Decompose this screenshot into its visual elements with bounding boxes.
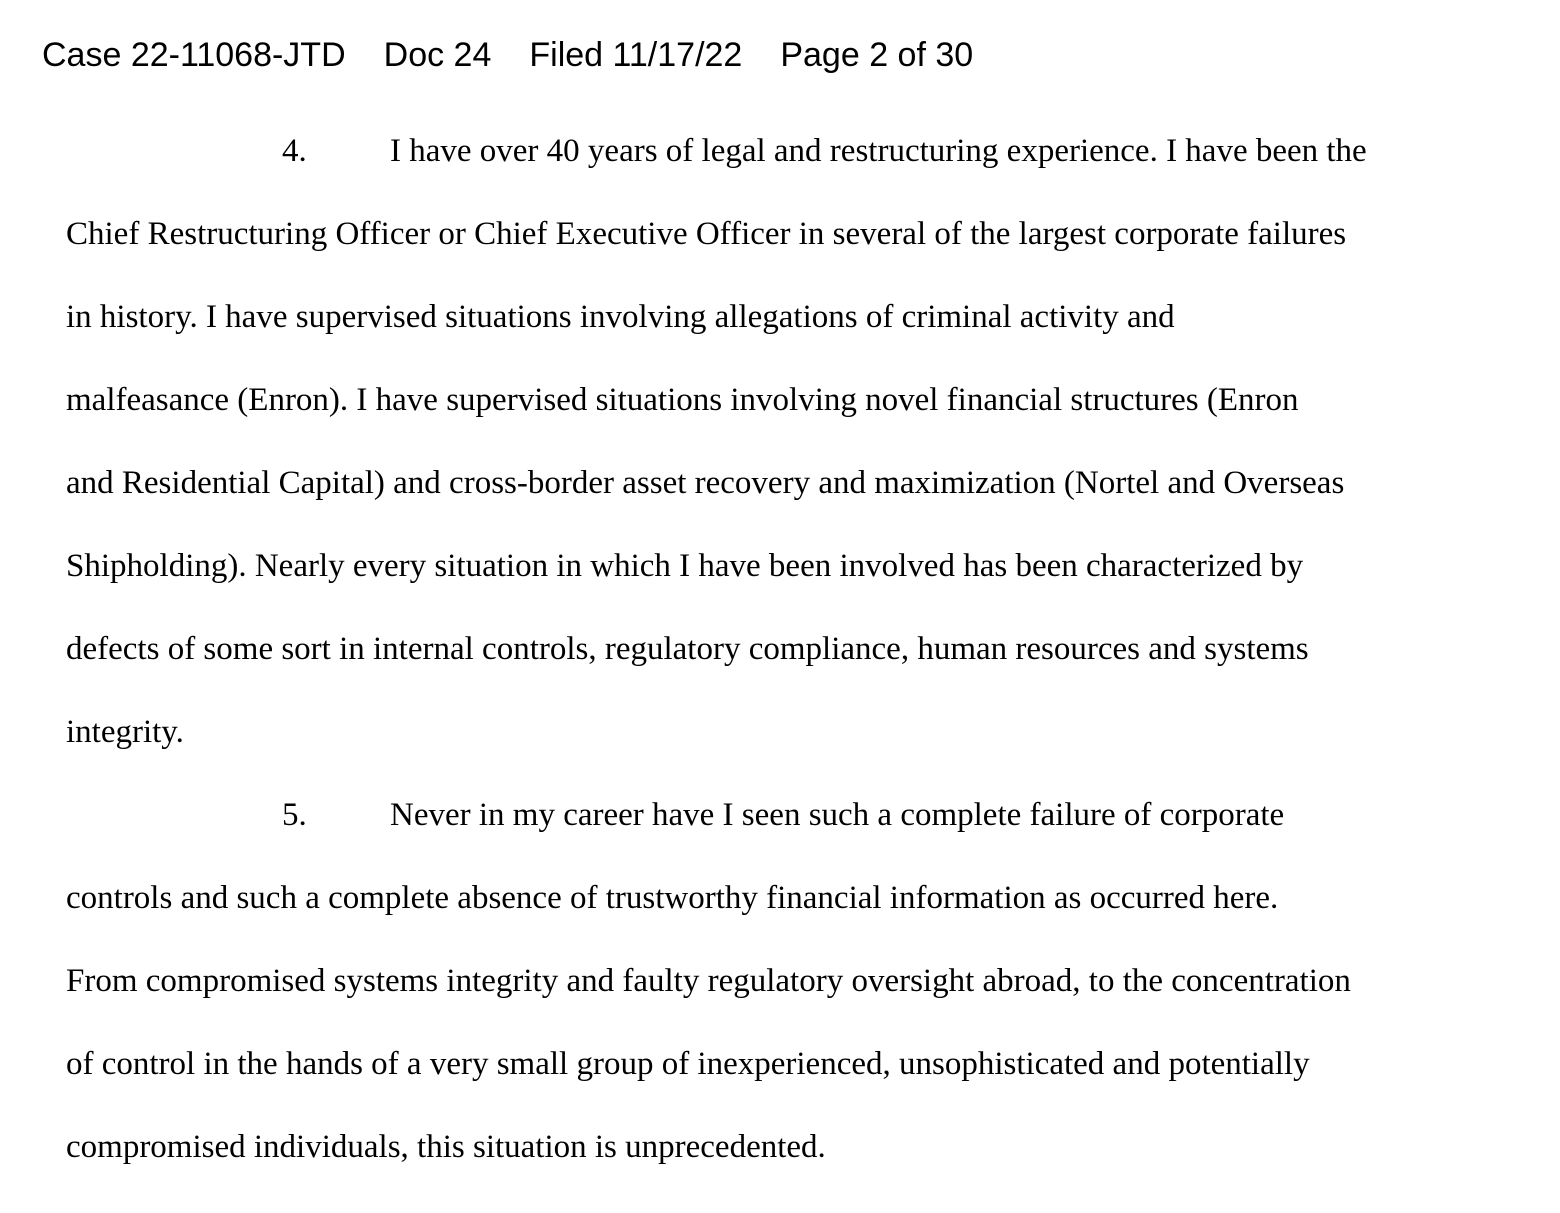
paragraph-number: 5. [282,797,307,833]
paragraph-number: 4. [282,133,307,169]
paragraph-line: of control in the hands of a very small group of inexperienced, unsophisticated and potentially [66,1046,1310,1082]
paragraph-line: Chief Restructuring Officer or Chief Executive Officer in several of the largest corporate failures [66,216,1347,252]
paragraph-line: compromised individuals, this situation is unprecedented. [66,1129,826,1165]
document-header [42,33,973,77]
paragraph-line: Shipholding). Nearly every situation in which I have been involved has been characterized by [66,548,1304,584]
paragraph-line: defects of some sort in internal controls, regulatory compliance, human resources and systems [66,631,1309,667]
paragraph-line: and Residential Capital) and cross-border asset recovery and maximization (Nortel and Overseas [66,465,1345,501]
paragraph-4-first-line [66,110,1468,193]
paragraph-line: malfeasance (Enron). I have supervised situations involving novel financial structures (Enron [66,382,1299,418]
paragraph-text: I have over 40 years of legal and restructuring experience. I have been the [390,133,1367,169]
paragraph-text: Never in my career have I seen such a complete failure of corporate [390,797,1285,833]
document-body [66,110,1468,1189]
paragraph-5-first-line [66,774,1468,857]
doc-number: Doc 24 [383,36,492,74]
paragraph-line: From compromised systems integrity and faulty regulatory oversight abroad, to the concentration [66,963,1351,999]
case-number: Case 22-11068-JTD [42,36,346,74]
filed-date: Filed 11/17/22 [529,36,743,74]
paragraph-line: integrity. [66,714,184,750]
paragraph-line: in history. I have supervised situations involving allegations of criminal activity and [66,299,1175,335]
paragraph-line: controls and such a complete absence of trustworthy financial information as occurred here. [66,880,1279,916]
page-number: Page 2 of 30 [780,36,974,74]
